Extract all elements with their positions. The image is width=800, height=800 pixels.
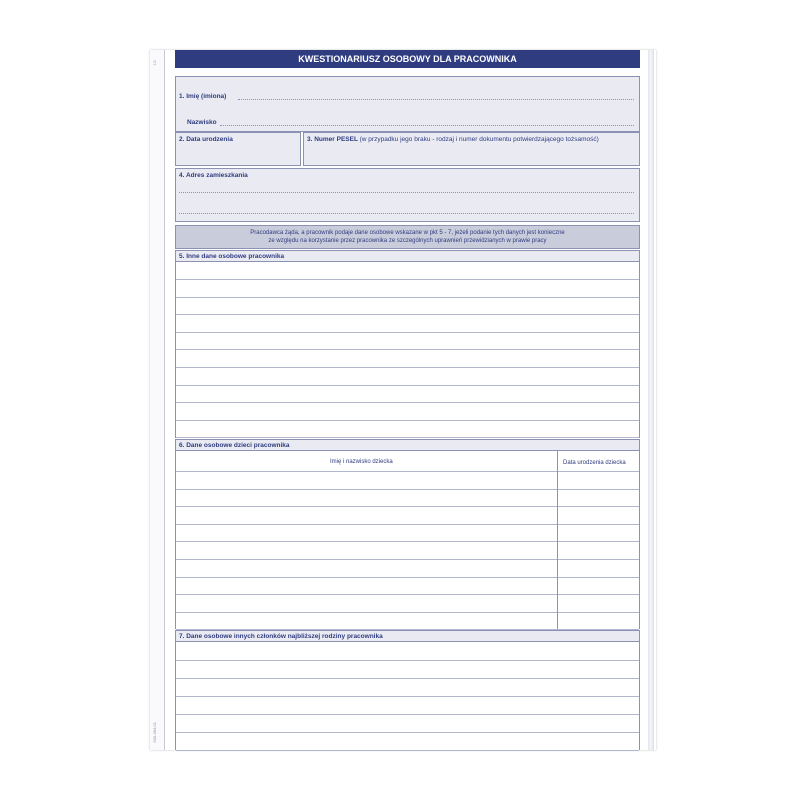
field-pesel-hint: (w przypadku jego braku - rodzaj i numer dokumentu potwierdzającego tożsamość) xyxy=(359,136,599,143)
address-line-2[interactable] xyxy=(179,213,634,214)
ruled-line xyxy=(176,367,639,368)
legal-notice xyxy=(175,225,640,249)
section-7-lines[interactable] xyxy=(175,642,640,750)
section-6-label: 6. Dane osobowe dzieci pracownika xyxy=(179,442,290,449)
field-pesel-title: 3. Numer PESEL xyxy=(307,136,358,143)
section-6-column-divider xyxy=(557,451,558,629)
ruled-line xyxy=(176,577,639,578)
form-code: 500-384-01 xyxy=(152,722,157,743)
ruled-line xyxy=(176,678,639,679)
address-line-1[interactable] xyxy=(179,192,634,193)
section-7-header xyxy=(175,630,640,642)
ruled-line xyxy=(176,279,639,280)
ruled-line xyxy=(176,471,639,472)
section-6-table[interactable] xyxy=(175,451,640,629)
ruled-line xyxy=(176,559,639,560)
ruled-line xyxy=(176,594,639,595)
ruled-line xyxy=(176,332,639,333)
ruled-line xyxy=(176,402,639,403)
ruled-line xyxy=(176,385,639,386)
field-birthdate-label: 2. Data urodzenia xyxy=(179,136,233,143)
ruled-line xyxy=(176,524,639,525)
ruled-line xyxy=(176,660,639,661)
field-address-label: 4. Adres zamieszkania xyxy=(179,172,248,179)
field-first-name-label: 1. Imię (imiona) xyxy=(179,93,227,100)
field-surname-label: Nazwisko xyxy=(187,119,217,126)
ruled-line xyxy=(176,732,639,733)
field-pesel-label xyxy=(307,136,599,143)
ruled-line xyxy=(176,612,639,613)
ruled-line xyxy=(176,696,639,697)
field-name-box xyxy=(175,76,640,132)
binding-margin xyxy=(150,50,165,750)
section-5-label: 5. Inne dane osobowe pracownika xyxy=(179,253,285,260)
section-7-label: 7. Dane osobowe innych członków najbliższej rodziny pracownika xyxy=(179,633,383,640)
ruled-line xyxy=(176,506,639,507)
sheet-edge xyxy=(648,50,654,750)
ruled-line xyxy=(176,349,639,350)
section-5-header xyxy=(175,250,640,262)
ruled-line xyxy=(176,489,639,490)
child-birthdate-column-header: Data urodzenia dziecka xyxy=(563,460,626,466)
legal-notice-line-1: Pracodawca żąda, a pracownik podaje dane osobowe wskazane w pkt 5 - 7, jeżeli podanie tych danych jest konieczne xyxy=(250,230,565,236)
child-name-column-header: Imię i nazwisko dziecka xyxy=(330,459,393,465)
ruled-line xyxy=(176,541,639,542)
ruled-line xyxy=(176,714,639,715)
ruled-line xyxy=(176,750,639,751)
ruled-line xyxy=(176,314,639,315)
section-5-lines[interactable] xyxy=(175,262,640,438)
ruled-line xyxy=(176,420,639,421)
margin-page-mark: 1/2 xyxy=(152,60,157,66)
legal-notice-line-2: ze względu na korzystanie przez pracownika ze szczególnych uprawnień przewidzianych w prawie pracy xyxy=(268,238,547,244)
section-6-header xyxy=(175,439,640,451)
first-name-input[interactable] xyxy=(238,99,634,100)
surname-input[interactable] xyxy=(220,125,634,126)
form-title: KWESTIONARIUSZ OSOBOWY DLA PRACOWNIKA xyxy=(175,50,640,68)
ruled-line xyxy=(176,297,639,298)
